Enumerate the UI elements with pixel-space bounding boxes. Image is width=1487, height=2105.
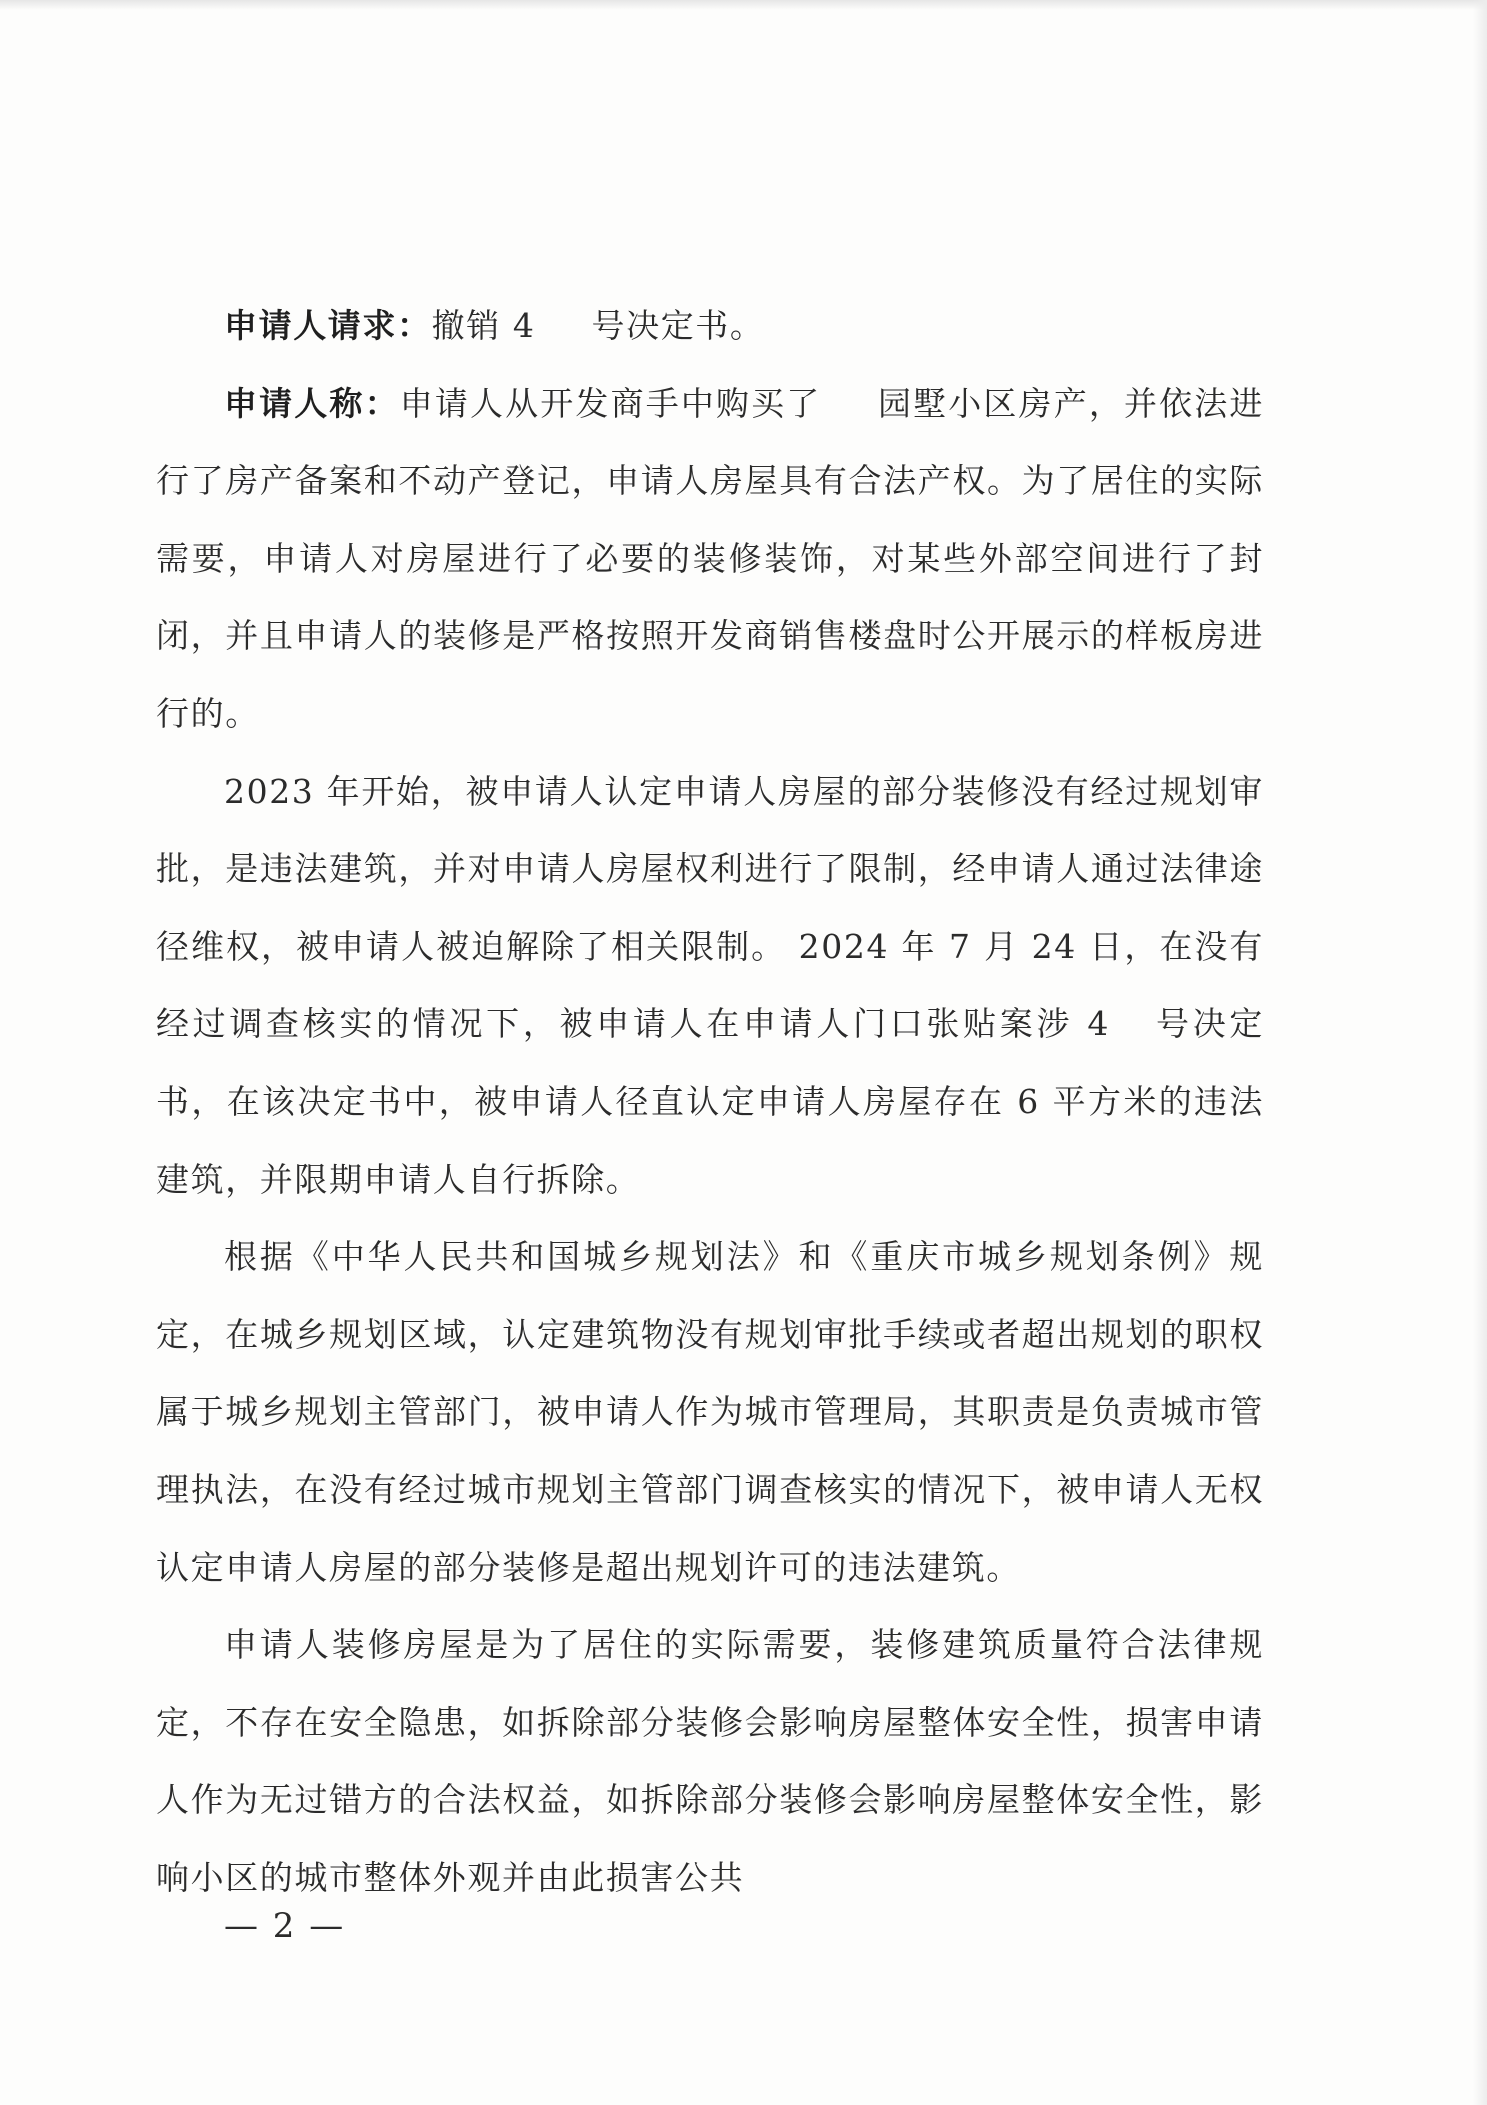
request-text-part-2: 号决定书。 xyxy=(591,306,765,345)
claim-text-part-2: 园墅小区房产，并依法进行了房产备案和不动产登记，申请人房屋具有合法产权。为了居住的实际需要，申请人对房屋进行了必要的装修装饰，对某些外部空间进行了封闭，并且申请人的装修是严格按照开发商销售楼盘时公开展示的样板房进行的。 xyxy=(156,383,1265,733)
history-text-part-2: 号决定书，在该决定书中，被申请人径直认定申请人房屋存在 6 平方米的违法建筑，并限期申请人自行拆除。 xyxy=(156,1004,1264,1199)
claim-text-part-1: 申请人从开发商手中购买了 xyxy=(399,383,822,423)
scan-shadow-right xyxy=(1473,0,1487,2105)
page-number: — 2 — xyxy=(224,1906,346,1946)
request-text-part-1: 撤销 4 xyxy=(431,306,536,345)
history-paragraph xyxy=(156,753,1264,1219)
claim-paragraph xyxy=(156,365,1264,753)
claim-label: 申请人称： xyxy=(224,383,400,423)
scan-shadow-top xyxy=(0,0,1487,10)
request-label: 申请人请求： xyxy=(224,306,432,345)
legal-basis-paragraph: 根据《中华人民共和国城乡规划法》和《重庆市城乡规划条例》规定，在城乡规划区域，认定建筑物没有规划审批手续或者超出规划的职权属于城乡规划主管部门，被申请人作为城市管理局，其职责是负责城市管理执法，在没有经过城市规划主管部门调查核实的情况下，被申请人无权认定申请人房屋的部分装修是超出规划许可的违法建筑。 xyxy=(156,1237,1264,1587)
document-body xyxy=(156,287,1264,1916)
history-text-part-1: 2023 年开始，被申请人认定申请人房屋的部分装修没有经过规划审批，是违法建筑，并对申请人房屋权利进行了限制，经申请人通过法律途径维权，被申请人被迫解除了相关限制。 2024 年 7 月 24 日，在没有经过调查核实的情况下，被申请人在申请人门口张贴案涉 4 xyxy=(156,771,1264,1044)
request-paragraph xyxy=(156,287,1264,365)
safety-paragraph: 申请人装修房屋是为了居住的实际需要，装修建筑质量符合法律规定，不存在安全隐患，如拆除部分装修会影响房屋整体安全性，损害申请人作为无过错方的合法权益，如拆除部分装修会影响房屋整体安全性，影响小区的城市整体外观并由此损害公共 xyxy=(156,1625,1264,1897)
